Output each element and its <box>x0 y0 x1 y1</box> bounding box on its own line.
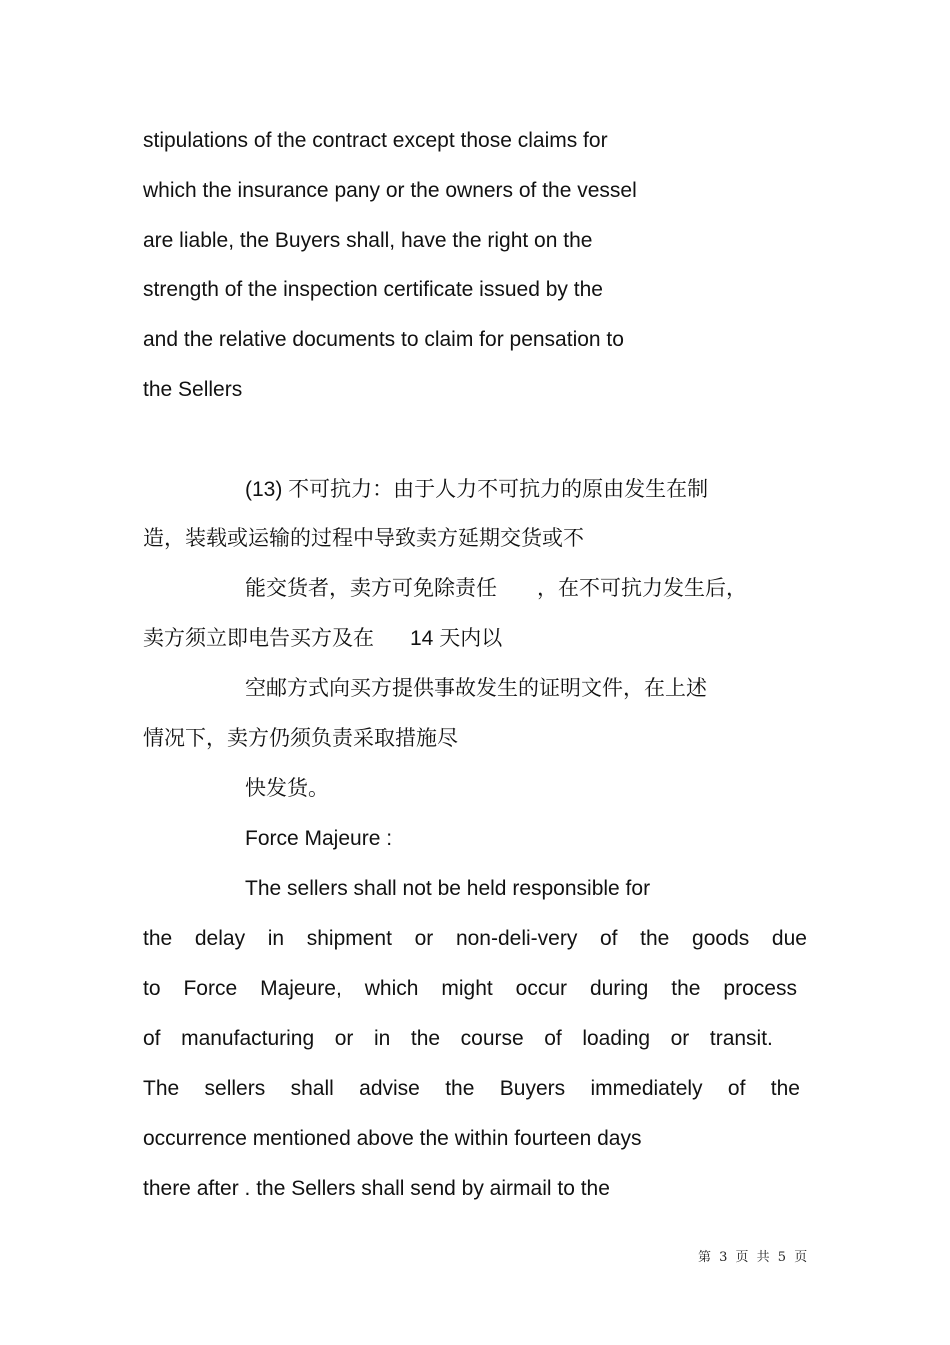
word: the <box>640 927 670 950</box>
word: advise <box>359 1077 420 1100</box>
word: process <box>723 977 797 1000</box>
word: in <box>373 1027 391 1050</box>
word: Force <box>183 977 238 1000</box>
force-majeure-line-2 <box>143 925 807 953</box>
paragraph-1-line-5: and the relative documents to claim for pensation to <box>143 328 624 351</box>
word: of <box>600 927 618 950</box>
paragraph-1-line-1: stipulations of the contract except those claims for <box>143 129 608 152</box>
word: or <box>334 1027 354 1050</box>
word: Buyers <box>499 1077 566 1100</box>
clause-13-line-6: 情况下，卖方仍须负责采取措施尽 <box>143 727 458 750</box>
paragraph-1-line-3: are liable, the Buyers shall, have the right on the <box>143 229 593 252</box>
word: of <box>727 1077 746 1100</box>
word: due <box>771 927 807 950</box>
word: shipment <box>306 927 392 950</box>
paragraph-1-line-6: the Sellers <box>143 378 243 401</box>
clause-13-line-7: 快发货。 <box>245 777 329 800</box>
clause-13-line-3b: ，在不可抗力发生后， <box>537 577 747 600</box>
word: delay <box>194 927 246 950</box>
word: The <box>143 1077 180 1100</box>
word: shall <box>290 1077 334 1100</box>
force-majeure-line-5 <box>143 1075 800 1103</box>
word: or <box>670 1027 690 1050</box>
force-majeure-line-3 <box>143 975 797 1003</box>
word: the <box>143 927 173 950</box>
clause-13-line-3a: 能交货者，卖方可免除责任 <box>245 577 497 600</box>
page-number-footer: 第 3 页 共 5 页 <box>698 1250 810 1265</box>
force-majeure-line-7: there after . the Sellers shall send by airmail to the <box>143 1177 610 1200</box>
word: or <box>414 927 434 950</box>
word: during <box>589 977 649 1000</box>
word: the <box>770 1077 800 1100</box>
clause-13-line-4a: 卖方须立即电告买方及在 <box>143 627 374 650</box>
word: non-deli-very <box>455 927 578 950</box>
word: immediately <box>590 1077 703 1100</box>
clause-13-line-3 <box>245 575 747 603</box>
word: the <box>445 1077 475 1100</box>
paragraph-1-line-4: strength of the inspection certificate issued by the <box>143 278 603 301</box>
clause-13-line-2: 造，装载或运输的过程中导致卖方延期交货或不 <box>143 527 584 550</box>
word: which <box>364 977 419 1000</box>
word: loading <box>582 1027 651 1050</box>
word: to <box>143 977 161 1000</box>
word: manufacturing <box>181 1027 315 1050</box>
word: the <box>410 1027 441 1050</box>
word: of <box>143 1027 161 1050</box>
word: goods <box>692 927 750 950</box>
clause-13-line-5: 空邮方式向买方提供事故发生的证明文件，在上述 <box>245 677 707 700</box>
word: the <box>671 977 701 1000</box>
paragraph-1-line-2: which the insurance pany or the owners of the vessel <box>143 179 637 202</box>
clause-13-line-1: (13) 不可抗力：由于人力不可抗力的原由发生在制 <box>245 478 709 501</box>
force-majeure-heading: Force Majeure : <box>245 827 393 850</box>
word: occur <box>515 977 568 1000</box>
word: sellers <box>204 1077 266 1100</box>
word: Majeure, <box>260 977 342 1000</box>
word: in <box>267 927 285 950</box>
word: transit. <box>709 1027 773 1050</box>
word: of <box>544 1027 562 1050</box>
word: course <box>460 1027 524 1050</box>
clause-13-line-4 <box>143 625 502 653</box>
force-majeure-line-4 <box>143 1025 773 1053</box>
word: might <box>441 977 493 1000</box>
clause-13-line-4b: 14 天内以 <box>410 627 503 650</box>
force-majeure-line-1: The sellers shall not be held responsible for <box>245 877 651 900</box>
force-majeure-line-6: occurrence mentioned above the within fourteen days <box>143 1127 642 1150</box>
